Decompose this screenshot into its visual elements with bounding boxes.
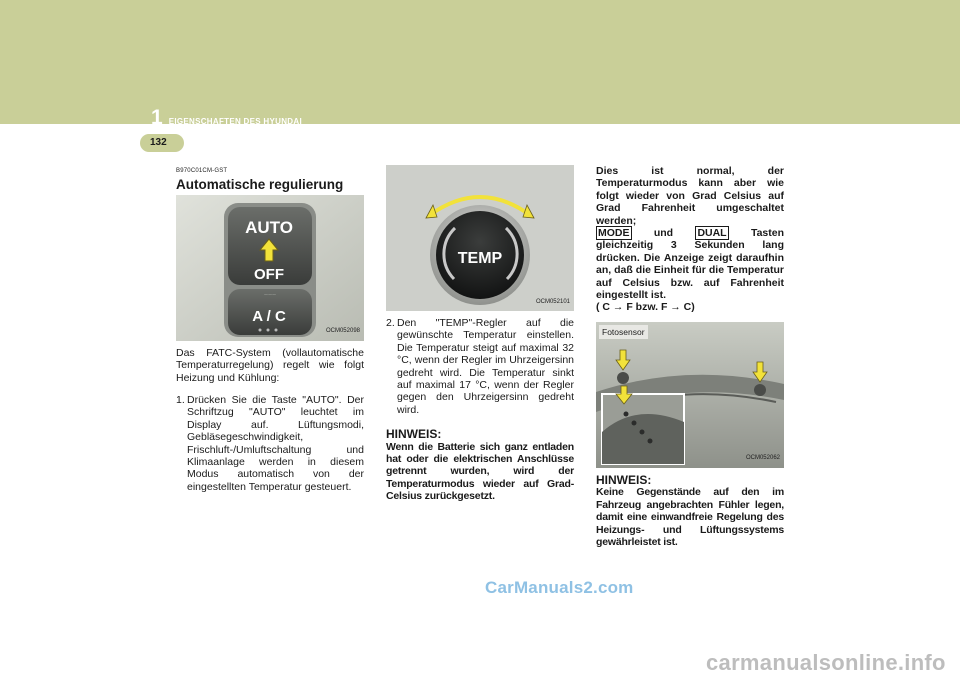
intro-paragraph: Das FATC-System (vollautomatische Temperaturregelung) regelt wie folgt Heizung und Kühlung:	[176, 346, 364, 384]
page-number: 132	[150, 137, 167, 148]
photosensor-illustration	[596, 322, 784, 468]
temp-knob-label: TEMP	[457, 250, 503, 267]
chapter-header	[151, 108, 302, 128]
unit-switch-lead: Dies ist normal, der Temperaturmodus kann aber wie folgt wieder von Grad Celsius auf Grad Fahrenheit umgeschaltet werden;	[596, 165, 784, 227]
note-text: Keine Gegenstände auf den im Fahrzeug angebrachten Fühler legen, damit eine einwandfreie Regelung des Heizungs- und Lüftungssystems gewährleistet ist.	[596, 486, 784, 548]
conversion-line: ( C → F bzw. F → C)	[596, 301, 695, 314]
temp-knob-figure	[386, 165, 574, 311]
chapter-number: 1	[151, 106, 163, 129]
note-text: Wenn die Batterie sich ganz entladen hat oder die elektrischen Anschlüsse getrennt wurden, wird der Temperaturmodus wieder auf Grad-Celsius zurückgesetzt.	[386, 440, 574, 503]
right-column	[596, 165, 784, 548]
auto-button-figure	[176, 195, 364, 341]
figure-code: OCM052062	[745, 455, 780, 462]
auto-button-illustration	[176, 195, 364, 341]
photosensor-figure	[596, 322, 784, 468]
dual-key: DUAL	[697, 227, 727, 240]
list-item	[386, 317, 574, 416]
auto-button-label: AUTO	[245, 217, 293, 237]
ac-button-label: A / C	[252, 307, 286, 325]
chapter-title: EIGENSCHAFTEN DES HYUNDAI	[168, 117, 302, 126]
temp-knob-illustration	[386, 165, 574, 311]
header-band	[0, 0, 960, 124]
section-heading: Automatische regulierung	[176, 177, 344, 193]
list-text: Den "TEMP"-Regler auf die gewünschte Temperatur einstellen. Die Temperatur steigt auf maximal 32 °C, wenn der Regler im Uhrzeigersinn gedreht wird. Die Temperatur sinkt auf maximal 17 °C, wenn der Regler gegen den Uhrzeigersinn gedreht wird.	[397, 317, 574, 416]
watermark-text: carmanualsonline.info	[706, 650, 946, 675]
and-word: und	[653, 227, 674, 240]
figure-code: OCM052098	[325, 328, 360, 335]
left-column	[176, 165, 364, 493]
figure-code: OCM052101	[535, 298, 570, 305]
list-number: 1.	[176, 394, 185, 407]
note-heading: HINWEIS:	[386, 427, 442, 442]
watermark-link[interactable]: CarManuals2.com	[485, 578, 634, 597]
off-button-label: OFF	[254, 265, 284, 283]
photosensor-label: Fotosensor	[599, 325, 648, 339]
unit-switch-tail: Tasten gleichzeitig 3 Sekunden lang drücken. Die Anzeige zeigt daraufhin an, daß die Einheit für die Temperatur auf Celsius bzw. auf Fahrenheit eingestellt ist.	[596, 227, 785, 302]
note-heading: HINWEIS:	[596, 472, 652, 487]
middle-column	[386, 165, 574, 503]
list-number: 2.	[386, 317, 395, 329]
mode-key: MODE	[598, 227, 630, 240]
list-text: Drücken Sie die Taste "AUTO". Der Schriftzug "AUTO" leuchtet im Display auf. Lüftungsmodi, Gebläsegeschwindigkeit, Frischluft-/Umluftschaltung und Klimaanlage werden in diesem Modus automatisch von der eingestellten Temperatur gesteuert.	[187, 394, 364, 493]
list-item	[176, 394, 364, 493]
svg-text:~~~: ~~~	[263, 291, 277, 299]
section-code: B970C01CM-GST	[176, 168, 228, 174]
unit-switch-paragraph	[596, 165, 784, 301]
